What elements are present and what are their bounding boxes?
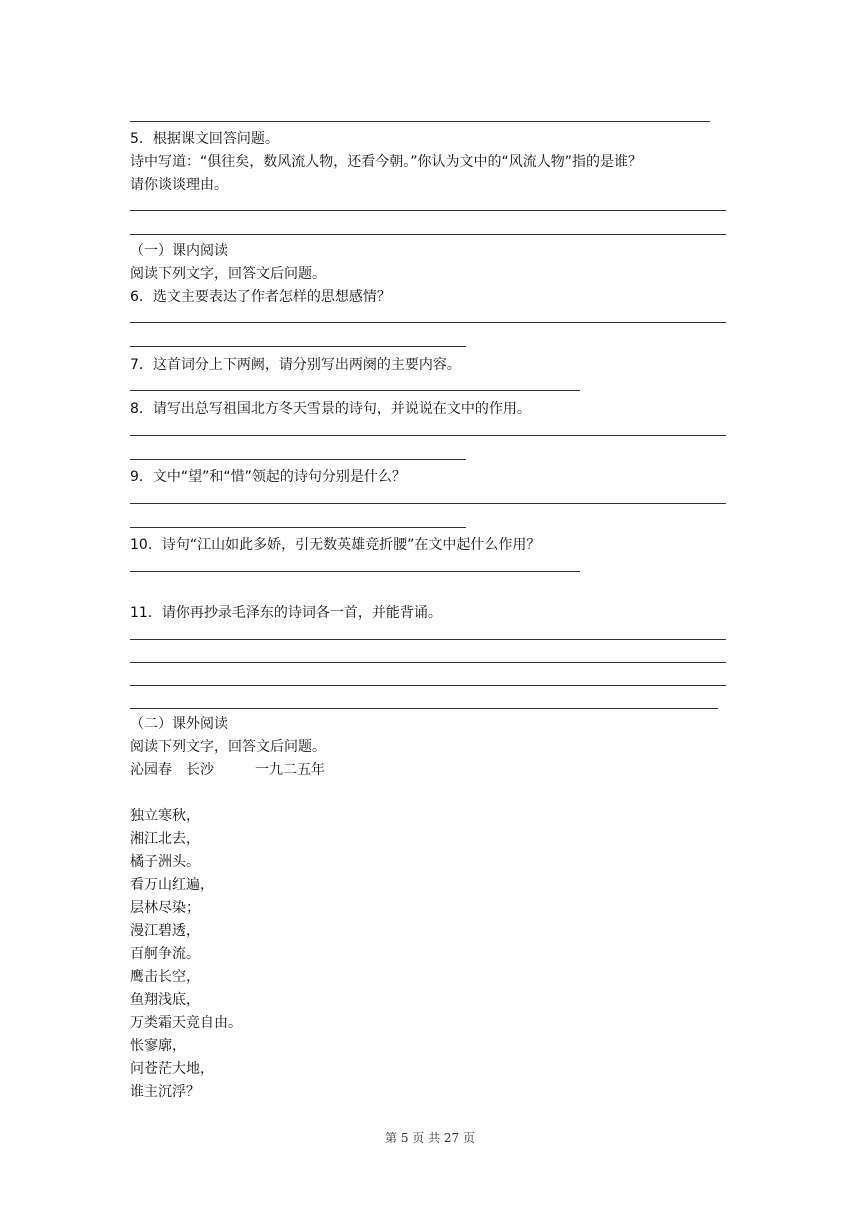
q5-text: 诗中写道：“俱往矣，数风流人物，还看今朝。”你认为文中的“风流人物”指的是谁？: [130, 154, 643, 170]
q5-text-2: 请你谈谈理由。: [130, 177, 228, 193]
poem-line: 独立寒秋，: [130, 808, 200, 824]
q10-text: 10．诗句“江山如此多娇，引无数英雄竞折腰”在文中起什么作用？: [130, 537, 541, 553]
answer-line: [130, 210, 726, 211]
answer-line: [130, 234, 726, 235]
answer-line: [130, 346, 466, 347]
answer-line: [130, 459, 466, 460]
section2-heading: （二）课外阅读: [130, 716, 228, 732]
q9-text: 9．文中“望”和“惜”领起的诗句分别是什么？: [130, 469, 406, 485]
poem-line: 问苍茫大地，: [130, 1061, 214, 1077]
answer-line: [130, 571, 580, 572]
answer-line: [130, 708, 718, 709]
answer-line: [130, 121, 710, 122]
q8-text: 8．请写出总写祖国北方冬天雪景的诗句，并说说在文中的作用。: [130, 401, 531, 417]
answer-line: [130, 390, 580, 391]
q7-text: 7．这首词分上下两阙，请分别写出两阕的主要内容。: [130, 357, 461, 373]
poem-line: 谁主沉浮？: [130, 1084, 200, 1100]
poem-line: 湘江北去，: [130, 831, 200, 847]
q6-text: 6．选文主要表达了作者怎样的思想感情？: [130, 289, 391, 305]
poem-title: 沁园春 长沙: [130, 762, 214, 778]
q5-title: 5．根据课文回答问题。: [130, 131, 279, 147]
poem-line: 层林尽染；: [130, 900, 200, 916]
poem-line: 鱼翔浅底，: [130, 992, 200, 1008]
answer-line: [130, 662, 726, 663]
poem-line: 怅寥廓，: [130, 1038, 186, 1054]
section2-instruction: 阅读下列文字，回答文后问题。: [130, 739, 326, 755]
poem-line: 百舸争流。: [130, 946, 200, 962]
answer-line: [130, 685, 726, 686]
poem-line: 万类霜天竞自由。: [130, 1015, 242, 1031]
answer-line: [130, 435, 726, 436]
poem-line: 鹰击长空，: [130, 969, 200, 985]
section1-heading: （一）课内阅读: [130, 243, 228, 259]
answer-line: [130, 639, 726, 640]
poem-line: 看万山红遍，: [130, 877, 214, 893]
poem-year: 一九二五年: [255, 762, 325, 778]
page-footer: 第 5 页 共 27 页: [385, 1131, 475, 1145]
q11-text: 11．请你再抄录毛泽东的诗词各一首，并能背诵。: [130, 605, 442, 621]
answer-line: [130, 322, 726, 323]
answer-line: [130, 527, 466, 528]
poem-line: 漫江碧透，: [130, 923, 200, 939]
poem-line: 橘子洲头。: [130, 854, 200, 870]
section1-instruction: 阅读下列文字，回答文后问题。: [130, 266, 326, 282]
answer-line: [130, 503, 726, 504]
